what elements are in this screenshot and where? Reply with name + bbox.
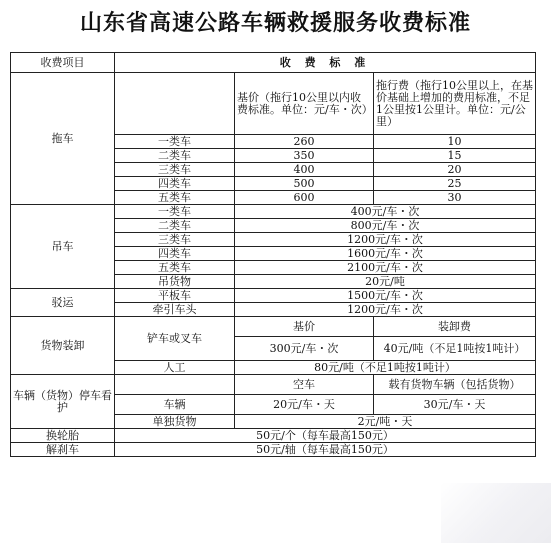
standard-header: 收 费 标 准 (115, 53, 536, 73)
parking-loaded-value: 30元/车・天 (374, 395, 536, 415)
base-fee: 260 (235, 135, 374, 149)
towing-label: 拖车 (11, 73, 115, 205)
brake-label: 解刹车 (11, 443, 115, 457)
cargo-handling-value: 40元/吨（不足1吨按1吨计） (374, 337, 536, 361)
extra-fee: 25 (374, 177, 536, 191)
towing-base-header: 基价（拖行10公里以内收费标准。单位：元/车・次） (235, 73, 374, 135)
vehicle-class: 五类车 (115, 261, 235, 275)
base-fee: 500 (235, 177, 374, 191)
corner-blur (441, 483, 551, 543)
vehicle-class: 三类车 (115, 233, 235, 247)
table-row (11, 289, 536, 303)
transport-fee: 1500元/车・次 (235, 289, 536, 303)
transport-label: 驳运 (11, 289, 115, 317)
parking-vehicle-label: 车辆 (115, 395, 235, 415)
vehicle-class: 牵引车头 (115, 303, 235, 317)
parking-cargo-value: 2元/吨・天 (235, 415, 536, 429)
vehicle-class: 五类车 (115, 191, 235, 205)
crane-fee: 400元/车・次 (235, 205, 536, 219)
base-fee: 350 (235, 149, 374, 163)
tire-fee: 50元/个（每车最高150元） (115, 429, 536, 443)
vehicle-class: 一类车 (115, 135, 235, 149)
crane-fee: 1200元/车・次 (235, 233, 536, 247)
transport-fee: 1200元/车・次 (235, 303, 536, 317)
parking-loaded-header: 载有货物车辆（包括货物） (374, 375, 536, 395)
crane-fee: 800元/车・次 (235, 219, 536, 233)
manual-label: 人工 (115, 361, 235, 375)
base-fee: 600 (235, 191, 374, 205)
cargo-handling-header: 装卸费 (374, 317, 536, 337)
parking-empty-value: 20元/车・天 (235, 395, 374, 415)
parking-label: 车辆（货物）停车看护 (11, 375, 115, 429)
extra-fee: 10 (374, 135, 536, 149)
table-row (11, 205, 536, 219)
vehicle-class: 三类车 (115, 163, 235, 177)
vehicle-class: 平板车 (115, 289, 235, 303)
vehicle-class: 二类车 (115, 149, 235, 163)
tire-label: 换轮胎 (11, 429, 115, 443)
extra-fee: 15 (374, 149, 536, 163)
parking-cargo-label: 单独货物 (115, 415, 235, 429)
page-title: 山东省高速公路车辆救援服务收费标准 (79, 11, 471, 36)
crane-label: 吊车 (11, 205, 115, 289)
table-row (11, 317, 536, 337)
crane-fee: 1600元/车・次 (235, 247, 536, 261)
towing-extra-header: 拖行费（拖行10公里以上，在基价基础上增加的费用标准，不足1公里按1公里计。单位：元/公里） (374, 73, 536, 135)
vehicle-class: 吊货物 (115, 275, 235, 289)
blank-cell (115, 375, 235, 395)
table-row (11, 375, 536, 395)
table-row (11, 443, 536, 457)
cargo-base-value: 300元/车・次 (235, 337, 374, 361)
extra-fee: 20 (374, 163, 536, 177)
vehicle-class: 四类车 (115, 247, 235, 261)
brake-fee: 50元/轴（每车最高150元） (115, 443, 536, 457)
cargo-label: 货物装卸 (11, 317, 115, 375)
table-row (11, 429, 536, 443)
forklift-label: 铲车或叉车 (115, 317, 235, 361)
parking-empty-header: 空车 (235, 375, 374, 395)
crane-fee: 2100元/车・次 (235, 261, 536, 275)
extra-fee: 30 (374, 191, 536, 205)
blank-cell (115, 73, 235, 135)
crane-fee: 20元/吨 (235, 275, 536, 289)
manual-value: 80元/吨（不足1吨按1吨计） (235, 361, 536, 375)
header-row (11, 53, 536, 73)
vehicle-class: 二类车 (115, 219, 235, 233)
item-header: 收费项目 (11, 53, 115, 73)
cargo-base-header: 基价 (235, 317, 374, 337)
vehicle-class: 四类车 (115, 177, 235, 191)
base-fee: 400 (235, 163, 374, 177)
fee-table (10, 52, 536, 457)
table-row (11, 73, 536, 135)
vehicle-class: 一类车 (115, 205, 235, 219)
